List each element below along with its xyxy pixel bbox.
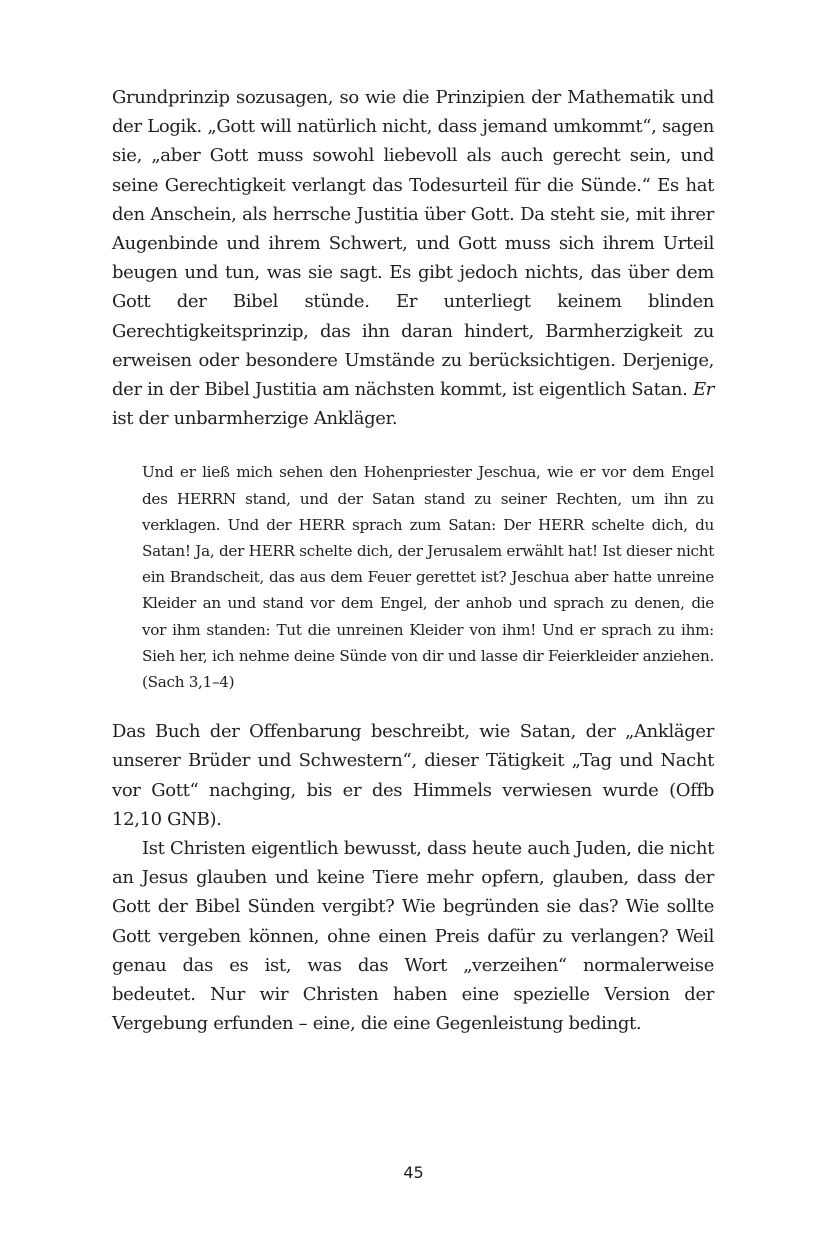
emphasis-er: Er bbox=[692, 379, 714, 401]
bible-quote-sach: Und er ließ mich sehen den Hohenpriester Jeschua, wie er vor dem Engel des HERRN stand, und der Satan stand zu seiner Rechten, um ihn zu verklagen. Und der HERR sprach zum Satan: Der HERR schelte dich, du Satan! Ja, der HERR schelte dich, der Jerusalem erwählt hat! Ist dieser nicht ein Brandscheit, das aus dem Feuer gerettet ist? Jeschua aber hatte unreine Kleider an und stand vor dem Engel, der anhob und sprach zu denen, die vor ihm standen: Tut die unreinen Kleider von ihm! Und er sprach zu ihm: Sieh her, ich nehme deine Sünde von dir und lasse dir Feierkleider anziehen. (Sach 3,1–4) bbox=[142, 463, 714, 692]
paragraph-justitia bbox=[112, 83, 714, 433]
paragraph-offenbarung: Das Buch der Offenbarung beschreibt, wie Satan, der „Ankläger unserer Brüder und Schwestern“, dieser Tätigkeit „Tag und Nacht vor Gott“ nachging, bis er des Himmels verwiesen wurde (Offb 12,10 GNB). bbox=[112, 721, 714, 830]
page-body bbox=[112, 83, 714, 1039]
paragraph-justitia-text-a: Grundprinzip sozusagen, so wie die Prinzipien der Mathematik und der Logik. „Gott will natürlich nicht, dass jemand umkommt“, sagen sie, „aber Gott muss sowohl liebevoll als auch gerecht sein, und seine Gerechtigkeit verlangt das Todesurteil für die Sünde.“ Es hat den Anschein, als herrsche Justitia über Gott. Da steht sie, mit ihrer Augenbinde und ihrem Schwert, und Gott muss sich ihrem Urteil beugen und tun, was sie sagt. Es gibt jedoch nichts, das über dem Gott der Bibel stünde. Er unterliegt keinem blinden Gerechtigkeitsprinzip, das ihn daran hindert, Barmherzigkeit zu erweisen oder besondere Umstände zu berücksichtigen. Derjenige, der in der Bibel Justitia am nächsten kommt, ist eigentlich Satan. bbox=[112, 87, 714, 401]
paragraph-vergebung: Ist Christen eigentlich bewusst, dass heute auch Juden, die nicht an Jesus glauben und keine Tiere mehr opfern, glauben, dass der Gott der Bibel Sünden vergibt? Wie begründen sie das? Wie sollte Gott vergeben können, ohne einen Preis dafür zu verlangen? Weil genau das es ist, was das Wort „verzeihen“ normalerweise bedeutet. Nur wir Christen haben eine spezielle Version der Vergebung erfunden – eine, die eine Gegenleistung bedingt. bbox=[112, 838, 714, 1035]
paragraph-justitia-text-b: ist der unbarmherzige Ankläger. bbox=[112, 408, 398, 430]
page-number: 45 bbox=[403, 1163, 424, 1182]
